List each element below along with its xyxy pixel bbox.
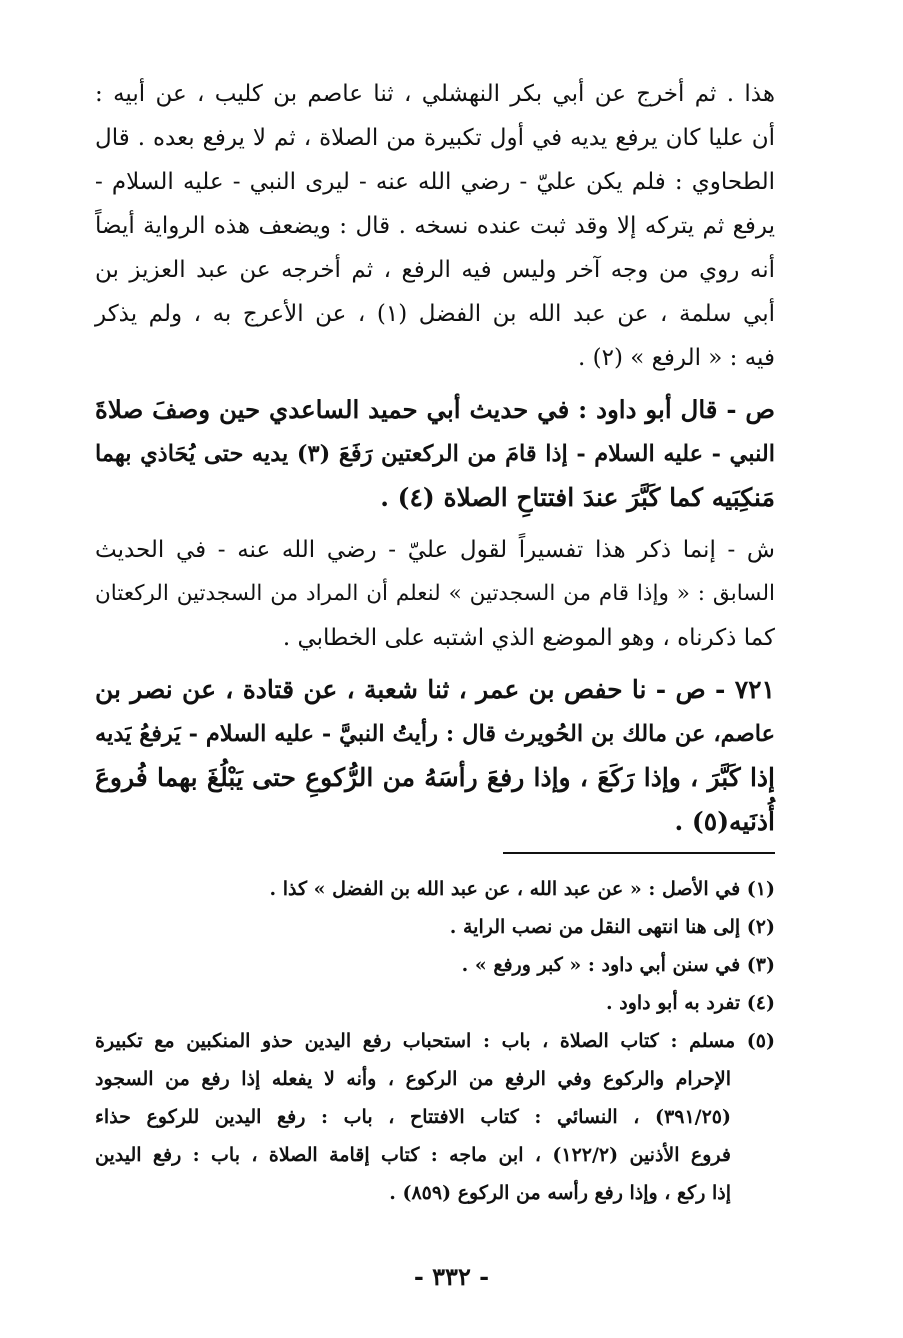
main-text [95,72,775,850]
footnote-5-line: فروع الأذنين (١٢٢/٢) ، ابن ماجه : كتاب إقامة الصلاة ، باب : رفع اليدين [95,1144,731,1166]
footnote-3: (٣) في سنن أبي داود : « كبر ورفع » . [461,954,775,976]
footnote-2: (٢) إلى هنا انتهى النقل من نصب الراية . [449,916,775,938]
text-line: السابق : « وإذا قام من السجدتين » لنعلم أن المراد من السجدتين الركعتان [95,581,775,606]
page-number: - ٣٣٢ - [413,1262,490,1291]
footnote-5-line: إذا ركع ، وإذا رفع رأسه من الركوع (٨٥٩) . [389,1182,731,1204]
footnote-4: (٤) تفرد به أبو داود . [606,992,775,1014]
paragraph-hadith-721 [95,668,775,844]
text-line: ص - قال أبو داود : في حديث أبي حميد الساعدي حين وصفَ صلاةَ [95,395,775,424]
paragraph-commentary-tahawi [95,72,775,380]
text-line: هذا . ثم أخرج عن أبي بكر النهشلي ، ثنا عاصم بن كليب ، عن أبيه : [95,81,775,107]
text-line: ٧٢١ - ص - نا حفص بن عمر ، ثنا شعبة ، عن قتادة ، عن نصر بن [95,675,775,704]
footnote-separator [503,852,775,854]
text-line: النبي - عليه السلام - إذا قامَ من الركعتين رَفَعَ (٣) يديه حتى يُحَاذي بهما [95,441,775,467]
text-line: الطحاوي : فلم يكن عليّ - رضي الله عنه - ليرى النبي - عليه السلام - [95,169,775,195]
text-line: مَنكِبَيه كما كَبَّرَ عندَ افتتاحِ الصلاة (٤) . [380,483,775,512]
text-line: ش - إنما ذكر هذا تفسيراً لقول عليّ - رضي الله عنه - في الحديث [95,537,775,563]
footnote-5-line: (٣٩١/٢٥) ، النسائي : كتاب الافتتاح ، باب : رفع اليدين للركوع حذاء [95,1106,731,1128]
text-line: إذا كَبَّرَ ، وإذا رَكَعَ ، وإذا رفعَ رأسَهُ من الرُّكوعِ حتى يَبْلُغَ بهما فُروعَ [95,763,775,792]
footnote-5-line: الإحرام والركوع وفي الرفع من الركوع ، وأنه لا يفعله إذا رفع من السجود [95,1068,731,1090]
text-line: أنه روي من وجه آخر وليس فيه الرفع ، ثم أخرجه عن عبد العزيز بن [95,257,775,283]
text-line: أن عليا كان يرفع يديه في أول تكبيرة من الصلاة ، ثم لا يرفع بعده . قال [95,125,775,151]
text-line: عاصم، عن مالك بن الحُويرث قال : رأيتُ النبيَّ - عليه السلام - يَرفعُ يَديه [95,721,775,747]
text-line: يرفع ثم يتركه إلا وقد ثبت عنده نسخه . قال : ويضعف هذه الرواية أيضاً [95,213,775,239]
footnote-1: (١) في الأصل : « عن عبد الله ، عن عبد الله بن الفضل » كذا . [269,878,775,900]
paragraph-explanation [95,528,775,660]
paragraph-hadith-abu-humaid [95,388,775,520]
footnotes [95,870,775,1212]
footnote-5: (٥) مسلم : كتاب الصلاة ، باب : استحباب رفع اليدين حذو المنكبين مع تكبيرة [95,1030,775,1052]
text-line: فيه : « الرفع » (٢) . [578,345,775,371]
text-line: كما ذكرناه ، وهو الموضع الذي اشتبه على الخطابي . [282,625,775,651]
text-line: أُذنَيه(٥) . [674,807,775,836]
text-line: أبي سلمة ، عن عبد الله بن الفضل (١) ، عن الأعرج به ، ولم يذكر [95,301,776,327]
